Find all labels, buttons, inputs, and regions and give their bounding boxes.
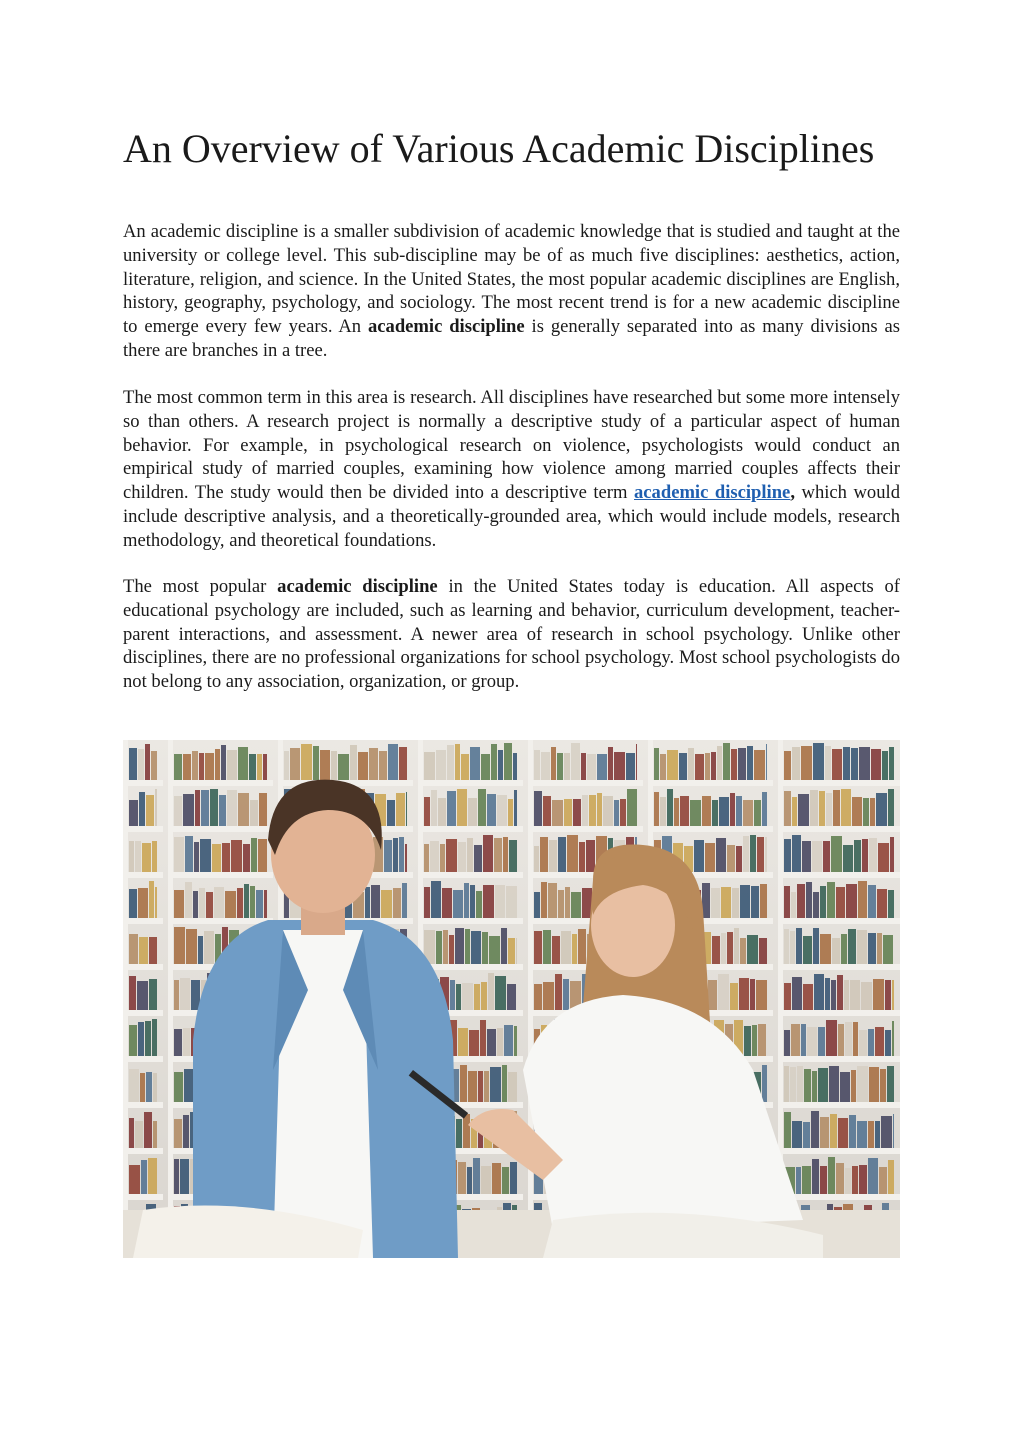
paragraph-research-text: The most common term in this area is research. All disciplines have researched but some more intensely so than others. A research project is normally a descriptive study of a particular aspect of human behavior. For example, in psychological research on violence, psychologists would conduct an empirical study of married couples, examining how violence among married couples affects their children. The study would then be divided into a descriptive term — [123, 387, 900, 504]
bold-term: academic discipline — [277, 576, 438, 597]
link-comma: , — [790, 482, 795, 504]
paragraph-education-lead: The most popular — [123, 576, 278, 597]
paragraph-research — [123, 386, 900, 553]
paragraph-research-tail: which would include descriptive analysis, and a theoretically-grounded area, which would include models, research methodology, and theoretical foundations. — [123, 482, 900, 551]
bold-term: academic discipline — [367, 316, 525, 338]
paragraph-education-tail: in the United States today is education. All aspects of educational psychology are included, such as learning and behavior, curriculum development, teacher-parent interactions, and assessment. A newer area of research in school psychology. Unlike other disciplines, there are no professional organizations for school psychology. Most school psychologists do not belong to any association, organization, or group. — [123, 576, 900, 693]
photo-library-teacher-student-icon — [123, 740, 900, 1258]
library-photo — [123, 740, 900, 1258]
paragraph-intro-tail: is generally separated into as many divisions as there are branches in a tree. — [123, 316, 900, 361]
page-title: An Overview of Various Academic Disciplines — [123, 126, 875, 171]
paragraph-intro-text: An academic discipline is a smaller subdivision of academic knowledge that is studied and taught at the university or college level. This sub-discipline may be of as much five disciplines: aesthetics, action, literature, religion, and science. In the United States, the most popular academic disciplines are English, history, geography, psychology, and sociology. The most recent trend is for a new academic discipline to emerge every few years. An — [123, 221, 900, 338]
academic-discipline-link[interactable]: academic discipline — [634, 482, 791, 504]
paragraph-education — [123, 575, 900, 694]
paragraph-intro — [123, 220, 900, 363]
